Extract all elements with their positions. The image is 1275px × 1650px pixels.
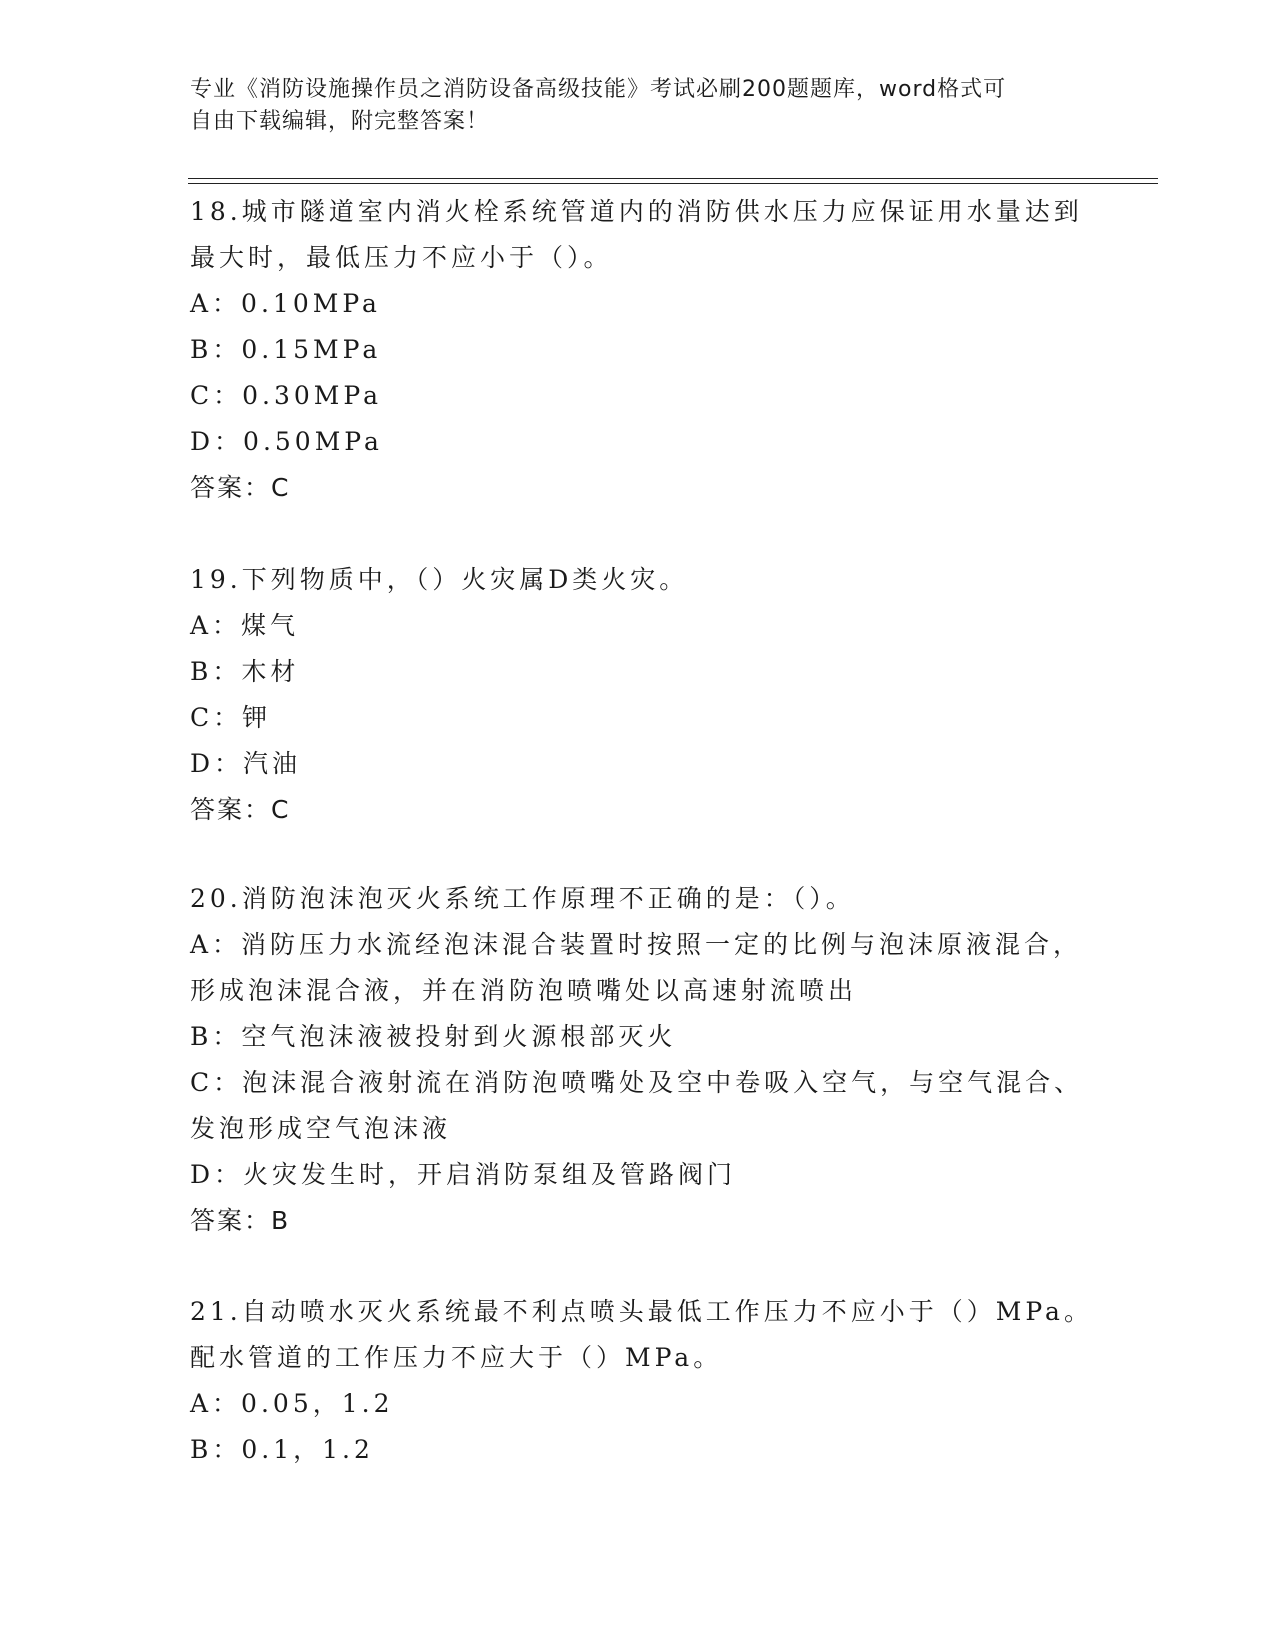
option-c: C：钾 bbox=[190, 703, 272, 732]
document-header bbox=[190, 74, 1090, 138]
option-a-continued: 形成泡沫混合液，并在消防泡喷嘴处以高速射流喷出 bbox=[190, 976, 858, 1005]
header-divider-top bbox=[188, 178, 1158, 179]
answer: 答案：C bbox=[190, 473, 291, 502]
header-line-2: 自由下载编辑，附完整答案！ bbox=[190, 109, 490, 134]
question-stem-line: 18.城市隧道室内消火栓系统管道内的消防供水压力应保证用水量达到 bbox=[190, 197, 1083, 226]
option-a: A：煤气 bbox=[190, 611, 300, 640]
question-stem-line: 21.自动喷水灭火系统最不利点喷头最低工作压力不应小于（）MPa。 bbox=[190, 1297, 1093, 1326]
option-a: A：消防压力水流经泡沫混合装置时按照一定的比例与泡沫原液混合， bbox=[190, 930, 1083, 959]
question-stem-line: 19.下列物质中，（）火灾属D类火灾。 bbox=[190, 565, 689, 594]
question-stem-line: 最大时，最低压力不应小于（）。 bbox=[190, 243, 613, 272]
option-d: D：0.50MPa bbox=[190, 427, 383, 456]
option-a: A：0.10MPa bbox=[190, 289, 381, 318]
question-stem-line: 配水管道的工作压力不应大于（）MPa。 bbox=[190, 1343, 723, 1372]
option-b: B：空气泡沫液被投射到火源根部灭火 bbox=[190, 1022, 677, 1051]
answer: 答案：B bbox=[190, 1206, 291, 1235]
option-c: C：泡沫混合液射流在消防泡喷嘴处及空中卷吸入空气，与空气混合、 bbox=[190, 1068, 1084, 1097]
option-d: D：汽油 bbox=[190, 749, 302, 778]
option-b: B：0.15MPa bbox=[190, 335, 382, 364]
question-19 bbox=[190, 557, 1090, 833]
header-divider-bottom bbox=[188, 183, 1158, 184]
option-b: B：木材 bbox=[190, 657, 300, 686]
answer: 答案：C bbox=[190, 795, 291, 824]
header-line-1: 专业《消防设施操作员之消防设备高级技能》考试必刷200题题库，word格式可 bbox=[190, 77, 1007, 102]
option-a: A：0.05，1.2 bbox=[190, 1389, 394, 1418]
question-20 bbox=[190, 876, 1090, 1244]
question-18 bbox=[190, 189, 1090, 511]
option-c: C：0.30MPa bbox=[190, 381, 382, 410]
option-d: D：火灾发生时，开启消防泵组及管路阀门 bbox=[190, 1160, 737, 1189]
option-c-continued: 发泡形成空气泡沫液 bbox=[190, 1114, 452, 1143]
option-b: B：0.1，1.2 bbox=[190, 1435, 374, 1464]
question-21 bbox=[190, 1289, 1093, 1473]
question-stem-line: 20.消防泡沫泡灭火系统工作原理不正确的是：（）。 bbox=[190, 884, 855, 913]
